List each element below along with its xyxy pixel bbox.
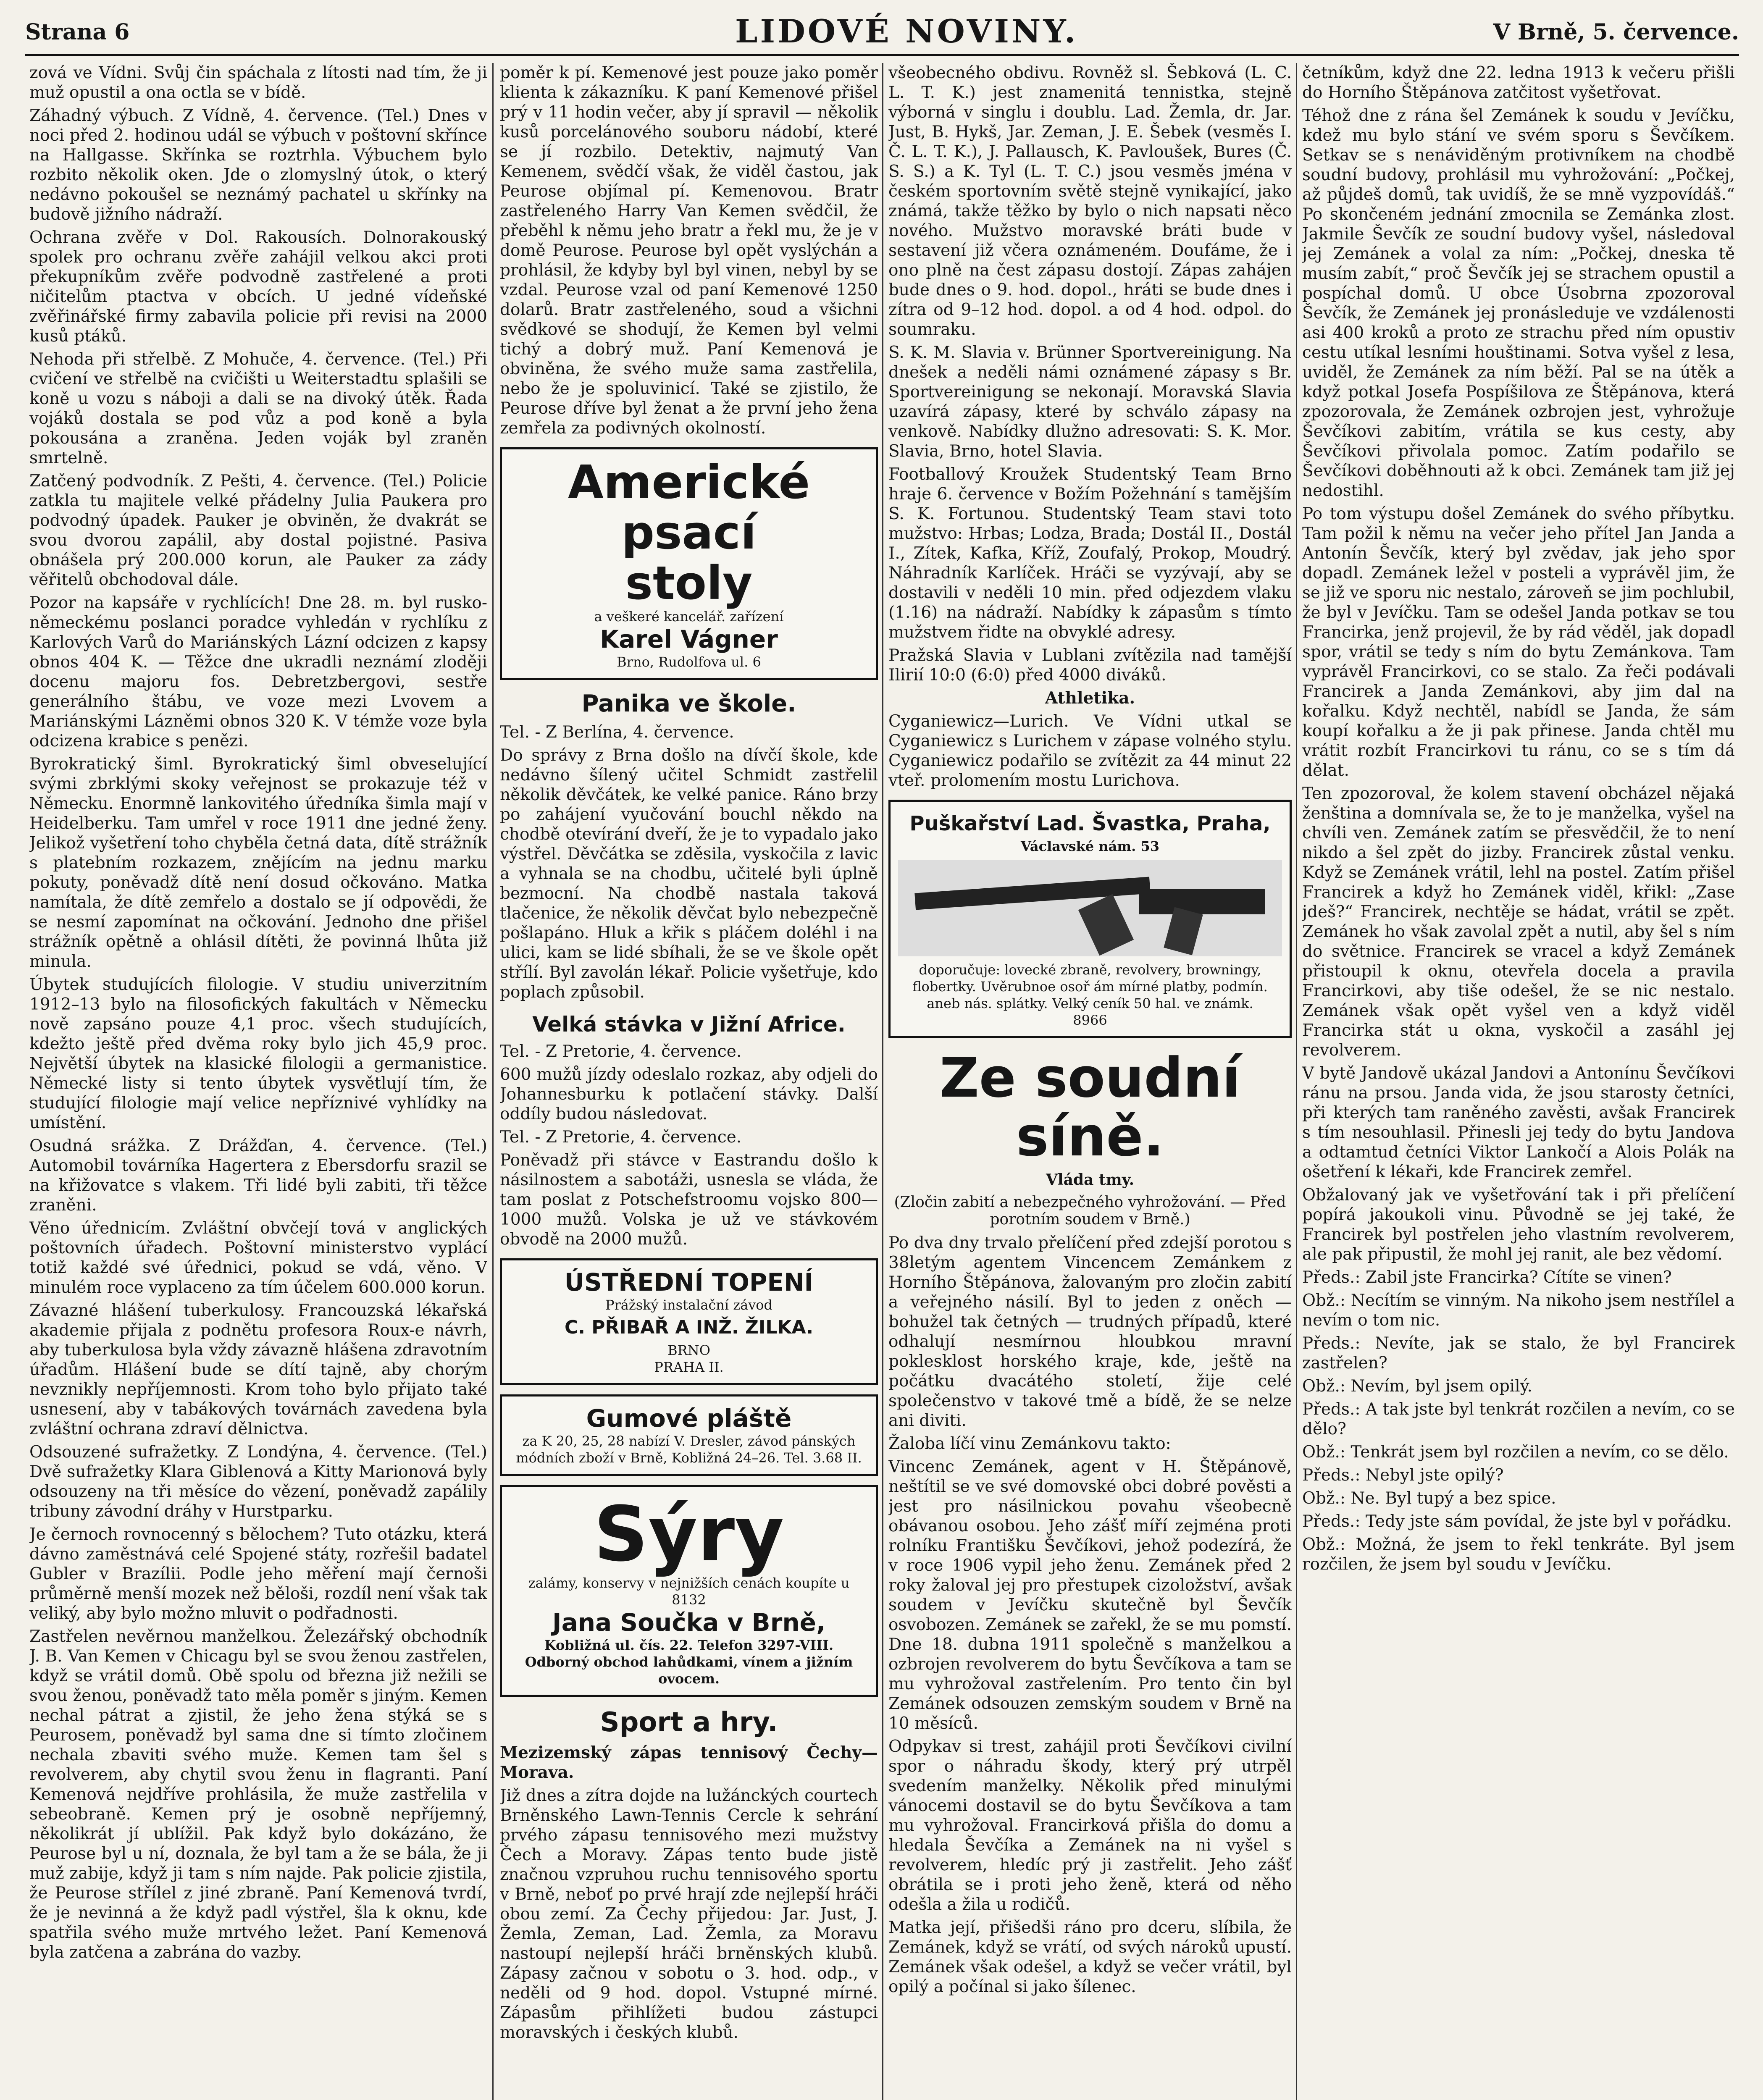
article-paragraph: Matka její, přišedši ráno pro dceru, slíbila, že Zemánek, když se vrátí, od svých nároků upustí. Zemánek však odešel, a když se večer vrátil, byl opilý a počínal si jako šílenec. <box>888 1918 1292 1996</box>
ad-title: Puškařství Lad. Švastka, Praha, <box>909 812 1271 835</box>
article-paragraph: Závazné hlášení tuberkulosy. Francouzská lékařská akademie přijala z podnětu profesora Roux-e návrh, aby tuberkulosa byla vždy závazně hlášena zdravotním úřadům. Hlášení bude se dítí tajně, aby chorým nevznikly nepříjemnosti. Krom toho bylo přijato také usnesení, aby v tabákových továrnách zavedena byla zvláštní ochrana zdraví dělnictva. <box>29 1301 487 1438</box>
article-paragraph: S. K. M. Slavia v. Brünner Sportvereinigung. Na dnešek a neděli námi oznámené zápasy s Br. Sportvereinigung se nekonají. Moravská Slavia uzavírá zápasy, které by schválo zápasy na venkově. Nabídky dlužno adresovati: S. K. Mor. Slavia, Brno, hotel Slavia. <box>888 343 1292 461</box>
ad-title: Sýry <box>594 1491 784 1578</box>
column-3 <box>888 63 1292 2100</box>
article-paragraph: zová ve Vídni. Svůj čin spáchala z lítosti nad tím, že ji muž opustil a ona octla se v bídě. <box>29 63 487 102</box>
article-paragraph: Již dnes a zítra dojde na lužánckých courtech Brněnského Lawn-Tennis Cercle k sehrání prvého zápasu tennisového mezi mužstvy Čech a Moravy. Zápas tento bude jistě značnou vzpruhou ruchu tennisového sportu v Brně, neboť po prvé hrají zde nejlepší hráči obou zemí. Za Čechy přijedou: Jar. Just, J. Žemla, Zeman, Lad. Žemla, za Moravu nastoupí nejlepší hráči brněnských klubů. Zápasy začnou v sobotu o 3. hod. odp., v neděli od 9 hod. dopol. Vstupné mírné. Zápasům přihlížeti budou zástupci moravských i českých klubů. <box>500 1786 878 2042</box>
page-number: Strana 6 <box>25 19 130 45</box>
dialogue-line: Předs.: Nevíte, jak se stalo, že byl Francirek zastřelen? <box>1302 1334 1735 1373</box>
article-paragraph: Osudná srážka. Z Drážďan, 4. července. (Tel.) Automobil továrníka Hagertera z Ebersdorfu srazil se na křižovatce s vlakem. Tři lidé byli zabiti, tři těžce zraněni. <box>29 1137 487 1215</box>
article-paragraph: Žaloba líčí vinu Zemánkovu takto: <box>888 1434 1171 1453</box>
article-subheading: Vláda tmy. <box>1046 1171 1134 1189</box>
dialogue-line: Obž.: Necítím se vinným. Na nikoho jsem nestřílel a nevím o tom nic. <box>1302 1291 1735 1330</box>
ad-title: stoly <box>625 556 753 610</box>
article-heading: Velká stávka v Jižní Africe. <box>532 1012 846 1037</box>
article-paragraph: Ochrana zvěře v Dol. Rakousích. Dolnorakouský spolek pro ochranu zvěře zahájil velkou akci proti překupníkům zvěře podvodně zastřelené a proti ničitelům ptactva v obcích. U jedné vídeňské zvěřinářské firmy zabavila policie při revisi na 2000 kusů ptáků. <box>29 228 487 346</box>
article-paragraph: všeobecného obdivu. Rovněž sl. Šebková (L. C. L. T. K.) jest znamenitá tennistka, stejně výborná v singlu i doublu. Lad. Žemla, dr. Jar. Just, B. Hykš, Jar. Zeman, J. E. Šebek (vesměs I. Č. L. T. K.), J. Pallausch, K. Pavloušek, Bures (Č. S. S.) a K. Tyl (L. T. C.) jsou vesměs jména v českém sportovním světě stejně vynikající, jako známá, takže těžko by bylo o nich napsati něco nového. Mužstvo moravské bráti bude v sestavení již včera oznámeném. Doufáme, že i ono plně na čest zápasu dostojí. Zápas zahájen bude dnes o 9. hod. dopol., hráti se bude dnes i zítra od 9–12 hod. dopol. a od 4 hod. odpol. do soumraku. <box>888 63 1292 339</box>
dateline: Tel. - Z Pretorie, 4. července. <box>500 1042 742 1061</box>
column-1 <box>29 63 487 2100</box>
article-paragraph: Nehoda při střelbě. Z Mohuče, 4. července. (Tel.) Při cvičení ve střelbě na cvičišti u Weiterstadtu splašili se koně u vozu s náboji a dali se na divoký útěk. Řada vojáků dostala se pod vůz a pod koně a byla pokousána a zraněna. Jeden voják byl zraněn smrtelně. <box>29 350 487 467</box>
article-paragraph: Úbytek studujících filologie. V studiu univerzitním 1912–13 bylo na filosofických fakultách v Německu nově zapsáno pouze 4,1 proc. všech studujících, kdežto ještě před dvěma roky bylo jich 45,9 proc. Největší úbytek na klasické filologii a germanistice. Německé listy si tento úbytek vysvětlují tím, že studující filologie mají velice nepříznivé vyhlídky na umístění. <box>29 975 487 1132</box>
section-heading: Ze soudní síně. <box>939 1046 1241 1168</box>
column-rule <box>492 63 494 2100</box>
ad-name: Karel Vágner <box>600 625 778 654</box>
article-subheading: (Zločin zabití a nebezpečného vyhrožování. — Před porotním soudem v Brně.) <box>894 1194 1286 1228</box>
article-paragraph: Po tom výstupu došel Zemánek do svého příbytku. Tam požil k němu na večer jeho přítel Jan Janda a Antonín Ševčík, který byl zvědav, jak jeho spor dopadl. Zemánek ležel v posteli a vyprávěl jim, že se již ve sporu nic nestalo, zároveň se jim pochlubil, že byl v Jevíčku. Tam se odešel Janda potkav se tou Francirka, jenž projevil, že by rád věděl, jak dopadl spor, vrátil se tedy s ním do bytu Zemánkova. Tam vyprávěl Francirkovi, co se stalo. Za řeči podávali Francirek a Janda Zemánkovi, aby jim dal na kořalku. Když nechtěl, nabídl se Janda, že sám koupí kořalku a že ji pak přinese. Janda chtěl mu vrátit rozbít Francirkovi tu ránu, co se s tím dá dělat. <box>1302 504 1735 780</box>
ad-firm: C. PŘIBAŘ A INŽ. ŽILKA. <box>564 1317 814 1338</box>
article-paragraph: Odsouzené sufražetky. Z Londýna, 4. července. (Tel.) Dvě sufražetky Klara Giblenová a Kitty Marionová byly odsouzeny na tři měsíce do vězení, poněvadž zapálily tribuny závodní dráhy v Hurstparku. <box>29 1443 487 1521</box>
article-paragraph: Zatčený podvodník. Z Pešti, 4. července. (Tel.) Policie zatkla tu majitele velké přádelny Julia Paukera pro podvodný úpadek. Pauker je obviněn, že dvakrát se svou dvorou zapálil, aby dostal pojistné. Pasiva obnášela prý 200.000 korun, ale Pauker za zády věřitelů obchodoval dále. <box>29 472 487 589</box>
article-paragraph: Byrokratický šiml. Byrokratický šiml obveselující svými zbrklými skoky veřejnost se prokazuje též v Německu. Enormně lankovitého úředníka šimla mají v Heidelberku. Tam umřel v roce 1911 dne jedné ženy. Jelikož vyšetření toho chyběla četná data, dítě strážník s platebním rozkazem, znějícím na jednu marku pokuty, poněvadž dítě není dosud očkováno. Matka namítala, že dítě zemřelo a dostalo se jí odpovědi, že se nesmí zapomínat na očkování. Jednoho dne přišel strážník opětně a ohlásil dítěti, že povinná lhůta již minula. <box>29 755 487 971</box>
article-paragraph: poměr k pí. Kemenové jest pouze jako poměr klienta k zákazníku. K paní Kemenové přišel prý v 11 hodin večer, aby jí spravil — několik kusů porcelánového souboru nádobí, které se jí rozbilo. Detektiv, najmutý Van Kemenem, svědčí však, že viděl častou, jak Peurose objímal pí. Kemenovou. Bratr zastřeleného Harry Van Kemen svědčil, že přeběhl k němu jeho bratr a řekl mu, že je v domě Peurose. Peurose byl opět vyslýchán a prohlásil, že kdyby byl byl vinen, nebyl by se vzdal. Peurose vzal od paní Kemenové 1250 dolarů. Bratr zastřeleného, soud a všichni svědkové se shodují, že Kemen byl velmi tichý a dobrý muž. Paní Kemenová je obviněna, že svého muže sama zastřelila, nebo že je spoluvinicí. Také se zjistilo, že Peurose dříve byl ženat a že první jeho žena zemřela za podivných okolností. <box>500 63 878 438</box>
article-paragraph: Footballový Kroužek Studentský Team Brno hraje 6. července v Božím Požehnání s tamějším S. K. Fortunou. Studentský Team stavi toto mužstvo: Hrbas; Lodza, Brada; Dostál II., Dostál I., Zítek, Kafka, Kříž, Zoufalý, Prokop, Moudrý. Náhradník Karlíček. Hráči se vyzývají, aby se dostavili v neděli 10 min. před odjezdem vlaku (1.16) na nádraží. Nabídky k zápasům s tímto mužstvem řidte na obvyklé adresy. <box>888 465 1292 642</box>
article-paragraph: Obžalovaný jak ve vyšetřování tak i při přelíčení popírá jakoukoli vinu. Původně se jej také, že Francirek byl postřelen jeho vlastním revolverem, ale pak připustil, že mohl jej ranit, ale bez vědomí. <box>1302 1186 1735 1264</box>
ad-address: Brno, Rudolfova ul. 6 <box>617 654 761 670</box>
ad-text: Prážský instalační závod <box>605 1297 773 1313</box>
ad-text: doporučuje: lovecké zbraně, revolvery, browningy, flobertky. Uvěrubnoe osoř ám mírné platby, podmín. aneb nás. splátky. Velký ceník 50 hal. ve známk. <box>912 962 1268 1011</box>
article-paragraph: Do správy z Brna došlo na dívčí škole, kde nedávno šílený učitel Schmidt zastřelil několik děvčátek, ke velké panice. Ráno brzy po zahájení vyučování bouchl někdo na chodbě otevírání dveří, že je to vypadalo jako výstřel. Děvčátka se zděsila, vyskočila z lavic a vyhnala se na chodbu, učitelé byli úplně bezmocní. Na chodbě nastala taková tlačenice, že několik děvčat bylo nebezpečně pošlapáno. Hluk a křik s pláčem doléhl i na ulici, kam se lidé sbíhali, že se ve škole opět střílí. Byl zavolán lékař. Policie vyšetřuje, kdo poplach způsobil. <box>500 746 878 1002</box>
ad-text: a veškeré kancelář. zařízení <box>594 609 784 625</box>
column-rule <box>882 63 883 2100</box>
article-subheading: Mezizemský zápas tennisový Čechy—Morava. <box>500 1743 878 1782</box>
newspaper-title: LIDOVÉ NOVINY. <box>735 13 1078 50</box>
article-paragraph: Věno úřednicím. Zvláštní obvčejí tová v anglických poštovních úřadech. Poštovní ministerstvo vyplácí totiž každé své úřednici, pokud se vdá, věno. V minulém roce vyplaceno za tím účelem 600.000 korun. <box>29 1219 487 1297</box>
ad-text: Odborný obchod lahůdkami, vínem a jižním ovocem. <box>525 1654 853 1687</box>
ad-cheese <box>500 1485 878 1697</box>
ad-address: Kobližná ul. čís. 22. Telefon 3297-VIII. <box>544 1637 834 1653</box>
issue-date: V Brně, 5. července. <box>1493 19 1739 45</box>
rifle-and-pistol-icon <box>898 860 1282 956</box>
section-subheading: Athletika. <box>1045 688 1135 708</box>
dialogue-line: Obž.: Tenkrát jsem byl rozčilen a nevím, co se dělo. <box>1302 1443 1729 1462</box>
dialogue-line: Předs.: Nebyl jste opilý? <box>1302 1466 1504 1485</box>
dateline: Tel. - Z Pretorie, 4. července. <box>500 1128 742 1147</box>
dialogue-line: Předs.: A tak jste byl tenkrát rozčilen a nevím, co se dělo? <box>1302 1400 1735 1438</box>
article-paragraph: Vincenc Zemánek, agent v H. Štěpánově, neštítil se ve své domovské obci dobré pověsti a jest pro násilnickou povahu všeobecně obávanou osobou. Jeho zášť míří zejména proti rolníku Františku Ševčíkovi, jehož podezírá, že v roce 1906 vypil jeho ženu. Zemánek před 2 roky žaloval jej pro přestupek cizoložství, avšak soudem v Jevíčku skutečně byl Ševčík osvobozen. Zemánek se zařekl, že se mu pomstí. Dne 18. dubna 1911 společně s manželkou a ozbrojen revolverem do bytu Ševčíkova a tam se mu vyhrožoval zastřelením. Pro tento čin byl Zemánek odsouzen zemským soudem v Brně na 10 měsíců. <box>888 1457 1292 1733</box>
article-paragraph: Po dva dny trvalo přelíčení před zdejší porotou s 38letým agentem Vincencem Zemánkem z Horního Štěpánova, žalovaným pro zločin zabití a veřejného násilí. Byl to jeden z oněch — bohužel tak četných — trudných případů, které odhalují nesmírnou hloubkou mravní poklesklost horského kraje, kde, ještě na počátku dvacátého století, žije celé společenstvo v takové tmě a bídě, že se nelze ani diviti. <box>888 1234 1292 1430</box>
ad-coats <box>500 1394 878 1476</box>
article-paragraph: Záhadný výbuch. Z Vídně, 4. července. (Tel.) Dnes v noci před 2. hodinou udál se výbuch v poštovní skřínce na Hallgasse. Skřínka se roztrhla. Výbuchem bylo rozbito několik oken. Jde o zlomyslný útok, o který nedávno pokoušel se neznámý pachatel u skřínky na budově jižního nádraží. <box>29 106 487 224</box>
article-paragraph: Pozor na kapsáře v rychlících! Dne 28. m. byl rusko-německému poslanci poradce vyhledán v rychlíku z Karlových Varů do Mariánských Lázní odcizen z kapsy obnos 404 K. — Těžce dne ukradli neznámí zloději docenu majoru fos. Debretzbergovi, sestře generálního štábu, ve voze mezi Lvovem a Mariánskými Lázněmi obnos 320 K. V témže voze byla odcizena krabice s penězi. <box>29 593 487 751</box>
section-heading: Sport a hry. <box>600 1707 778 1738</box>
ad-name: Jana Součka v Brně, <box>552 1608 825 1637</box>
article-paragraph: četníkům, když dne 22. ledna 1913 k večeru přišli do Horního Štěpánova zatčitost vyšetřovat. <box>1302 63 1735 102</box>
column-2 <box>500 63 878 2100</box>
article-paragraph: Cyganiewicz—Lurich. Ve Vídni utkal se Cyganiewicz s Lurichem v zápase volného stylu. Cyganiewicz podařilo se zvítězit za 44 minut 22 vteř. prolomením mostu Lurichova. <box>888 712 1292 790</box>
ad-address: Václavské nám. 53 <box>1021 838 1159 854</box>
dateline: Tel. - Z Berlína, 4. července. <box>500 723 734 742</box>
ad-gunsmith <box>888 800 1292 1038</box>
ad-title: Americké psací <box>568 455 810 559</box>
article-paragraph: Téhož dne z rána šel Zemánek k soudu v Jevíčku, kdež mu bylo stání ve svém sporu s Ševčíkem. Setkav se s nenáviděným protivníkem na chodbě soudní budovy, prohlásil mu vyhrožování: „Počkej, až půjdeš domů, tak uvidíš, že se mně vyzpovídáš.“ Po skončeném jednání zmocnila se Zemánka zlost. Jakmile Ševčík ze soudní budovy vyšel, následoval jej Zemánek a volal za ním: „Počkej, dneska tě musím zabít,“ proč Ševčík jej se strachem opustil a pospíchal domů. U obce Úsobrna zpozoroval Ševčík, že Zemánek jej pronásleduje ve vzdálenosti asi 400 kroků a proto ze strachu před ním opustiv cestu utíkal lesními houštinami. Sotva vyšel z lesa, uviděl, že Zemánek za ním běží. Pal se na útěk a když potkal Josefa Pospíšilova ze Štěpánova, která zpozorovala, že Zemánek ozbrojen jest, vyhrožuje Ševčíkovi zabitím, vrátila se kus cesty, aby Ševčíkovi přivolala pomoc. Zatím podařilo se Ševčíkovi doběhnouti až k obci. Zemánek tam již jej nedostihl. <box>1302 106 1735 500</box>
ad-city: BRNO <box>667 1342 710 1358</box>
ad-phone: 8132 <box>672 1592 706 1608</box>
dialogue-line: Obž.: Možná, že jsem to řekl tenkráte. Byl jsem rozčilen, že jsem byl soudu v Jevíčku. <box>1302 1535 1735 1574</box>
dialogue-line: Obž.: Nevím, byl jsem opilý. <box>1302 1377 1532 1396</box>
dialogue-line: Předs.: Zabil jste Francirka? Cítíte se vinen? <box>1302 1268 1672 1287</box>
article-paragraph: 600 mužů jízdy odeslalo rozkaz, aby odjeli do Johannesburku k potlačení stávky. Další oddíly budou následovat. <box>500 1065 878 1124</box>
ad-title: Gumové pláště <box>586 1404 792 1433</box>
article-paragraph: Zastřelen nevěrnou manželkou. Železářský obchodník J. B. Van Kemen v Chicagu byl se svou ženou zastřelen, když se vrátil domů. Obě spolu od března již nežili se svou ženou, poněvadž tato měla poměr s jiným. Kemen nechal pátrat a zjistil, že jeho žena stýká se s Peurosem, poněvadž byl sama dne si tímto zločinem nechala zbaviti svého muže. Kemen tam šel s revolverem, aby chytil svou ženu in flagranti. Paní Kemenová nejdříve prohlásila, že muže zastřelila v sebeobraně. Kemen prý je osobně nepříjemný, několikrát jí ublížil. Pak když bylo dokázáno, že Peurose byl u ní, doznala, že byl tam a že se bála, že ji muž zabije, když ji tam s ním najde. Pak policie zjistila, že Peurose střílel z jiné zbraně. Paní Kemenová tvrdí, že je nevinná a že když padl výstřel, šla k oknu, kde spatřila svého muže mrtvého ležet. Paní Kemenová byla zatčena a zabrána do vazby. <box>29 1627 487 1962</box>
article-paragraph: Pražská Slavia v Lublani zvítězila nad tamější Ilirií 10:0 (6:0) před 4000 diváků. <box>888 646 1292 685</box>
ad-heating <box>500 1258 878 1385</box>
dialogue-line: Předs.: Tedy jste sám povídal, že jste byl v pořádku. <box>1302 1512 1732 1531</box>
ad-code: 8966 <box>1073 1012 1107 1028</box>
ad-title: ÚSTŘEDNÍ TOPENÍ <box>564 1268 814 1297</box>
ad-desks <box>500 447 878 680</box>
ad-text: zalámy, konservy v nejnižších cenách koupíte u <box>528 1575 850 1591</box>
article-paragraph: Ten zpozoroval, že kolem stavení obcházel nějaká ženština a domnívala se, že to je manželka, vyšel na chvíli ven. Zemánek zatím se přesvědčil, že to není nikdo a šel zpět do jizby. Francirek zůstal venku. Když se Zemánek vrátil, lehl na postel. Zatím přišel Francirek a když ho Zemánek viděl, křikl: „Zase jdeš?“ Francirek, nechtěje se hádat, vrátil se zpět. Zemánek ho však zavolal zpět a nutil, aby šel s ním do světnice. Francirek se vracel a když Zemánek přistoupil k oknu, otevřela docela a pravila Francirkovi, aby tiše odešel, že se nic nestalo. Zemánek však opět vyšel ven a když viděl Francirka stát u okna, vyskočil a zasáhl jej revolverem. <box>1302 784 1735 1060</box>
newspaper-header <box>25 8 1739 56</box>
article-heading: Panika ve škole. <box>581 690 796 717</box>
ad-text: za K 20, 25, 28 nabízí V. Dresler, závod pánských módních zboží v Brně, Kobližná 24–26. Tel. 3.68 II. <box>516 1433 862 1466</box>
article-paragraph: Odpykav si trest, zahájil proti Ševčíkovi civilní spor o náhradu škody, který prý utrpěl svedením manželky. Několik před minulými vánocemi dostavil se do bytu Ševčíkova a tam mu vyhrožoval. Francirková přišla do domu a hledala Ševčíka a Zemánek na ni vyšel s revolverem, hledíc prý ji zastřelit. Jeho zášť obrátila se i proti jeho ženě, která od něho odešla a žila u rodičů. <box>888 1737 1292 1914</box>
article-paragraph: Poněvadž při stávce v Eastrandu došlo k násilnostem a sabotáži, usnesla se vláda, že tam poslat z Potschefstroomu vojsko 800—1000 mužů. Volska je už ve stávkovém obvodě na 2000 mužů. <box>500 1151 878 1249</box>
column-rule <box>1296 63 1297 2100</box>
article-paragraph: V bytě Jandově ukázal Jandovi a Antonínu Ševčíkovi ránu na prsou. Janda vida, že jsou starosty četníci, při kterých tam raněného zavěsti, avšak Francirek s tím nesouhlasil. Přinesli jej tedy do bytu Jandova a odtamtud četníci Viktor Lankočí a Alois Polák na ošetření k lékaři, kde Francirek zemřel. <box>1302 1064 1735 1181</box>
article-paragraph: Je černoch rovnocenný s bělochem? Tuto otázku, která dávno zaměstnává celé Spojené státy, rozřešil badatel Gubler v Brazílii. Podle jeho měření mají černoši průměrně menší mozek než běloši, rozdíl není však tak veliký, aby bylo možno mluvit o podřadnosti. <box>29 1525 487 1623</box>
ad-city: PRAHA II. <box>654 1359 724 1375</box>
dialogue-line: Obž.: Ne. Byl tupý a bez spice. <box>1302 1489 1556 1508</box>
column-4 <box>1302 63 1735 2100</box>
